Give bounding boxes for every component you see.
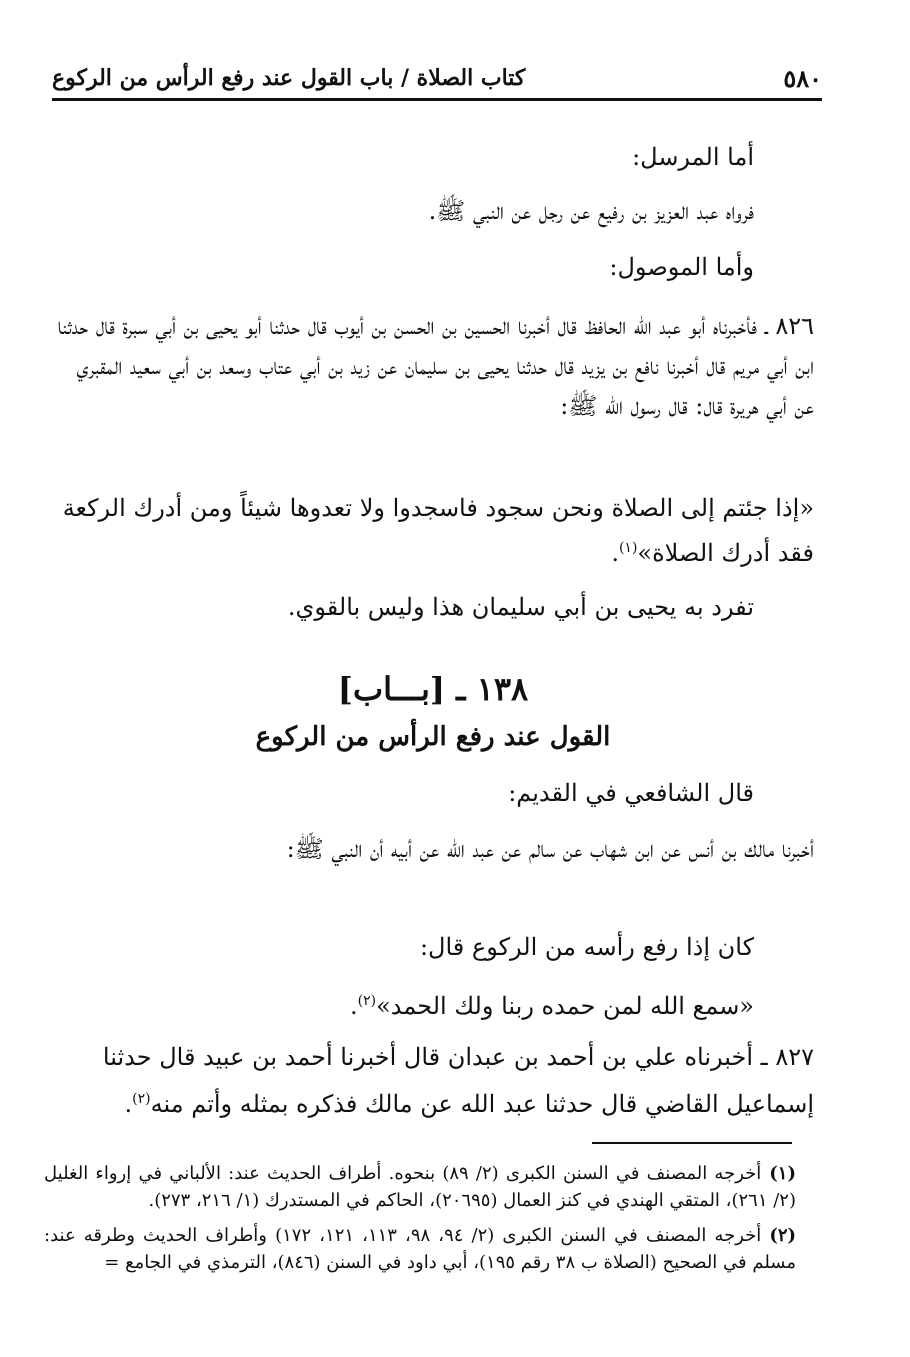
- text-block: ٨٢٦ ـ فأخبرناه أبو عبد الله الحافظ قال أخبرنا الحسين بن الحسن بن أيوب قال حدثنا أبو يحيى بن أبي سبرة قال حدثنا ابن أبي مريم قال أخبرنا نافع بن يزيد قال حدثنا يحيى بن سليمان عن زيد بن أبي عتاب وسعد بن أبي سعيد المقبري عن أبي هريرة قال: قال رسول الله ﷺ:: [57, 312, 814, 420]
- paragraph-mursal: [52, 192, 814, 230]
- chapter-title: القول عند رفع الرأس من الركوع: [255, 722, 611, 752]
- footnote-text: أخرجه المصنف في السنن الكبرى (٢/ ٩٤، ٩٨، ١١٣، ١٢١، ١٧٢) وأطراف الحديث وطرقه عند: مسلم في الصحيح (الصلاة ب ٣٨ رقم ١٩٥)، أبي داود في السنن (٨٤٦)، الترمذي في الجامع =: [44, 1225, 796, 1273]
- quote-text: «إذا جئتم إلى الصلاة ونحن سجود فاسجدوا ولا تعدوها شيئاً ومن أدرك الركعة فقد أدرك الصلاة»: [62, 494, 814, 567]
- page-header: [52, 58, 822, 101]
- footnote-ref[interactable]: (٢): [132, 1091, 151, 1107]
- text-line: تفرد به يحيى بن أبي سليمان هذا وليس بالقوي.: [287, 593, 754, 621]
- footnote-text: أخرجه المصنف في السنن الكبرى (٢/ ٨٩) بنحوه. أطراف الحديث عند: الألباني في إرواء الغليل (٢/ ٢٦١)، المتقي الهندي في كنز العمال (٢٠٦٩٥)، الحاكم في المستدرك (١/ ٢١٦، ٢٧٣).: [44, 1163, 796, 1211]
- footnote-ref[interactable]: (١): [618, 540, 638, 556]
- paragraph-mursal-heading: [52, 138, 814, 176]
- page-number: ٥٨٠: [783, 63, 822, 93]
- punct: .: [611, 539, 619, 567]
- hadith-826-comment: [52, 588, 814, 626]
- paragraph-kana: [52, 928, 814, 966]
- text-line: أما المرسل:: [632, 143, 754, 171]
- text-block: ٨٢٧ ـ أخبرناه علي بن أحمد بن عبدان قال أخبرنا أحمد بن عبيد قال حدثنا إسماعيل القاضي قال حدثنا عبد الله عن مالك فذكره بمثله وأتم منه: [102, 1043, 814, 1118]
- punct: .: [124, 1090, 133, 1118]
- chapter-number: ١٣٨ ـ [بـــاب]: [337, 670, 529, 708]
- hadith-827: [52, 1036, 814, 1125]
- hadith-826-chain: [52, 306, 814, 426]
- paragraph-samia: [52, 982, 814, 1025]
- text-line: قال الشافعي في القديم:: [508, 779, 754, 807]
- footnote-mark: (١): [769, 1163, 796, 1184]
- footnote-separator: [592, 1142, 792, 1144]
- running-title: كتاب الصلاة / باب القول عند رفع الرأس من الركوع: [52, 65, 526, 91]
- quote-text: «سمع الله لمن حمده ربنا ولك الحمد»: [376, 992, 754, 1020]
- footnote-ref[interactable]: (٢): [357, 993, 377, 1009]
- paragraph-shafii: [52, 774, 814, 812]
- hadith-826-matn: [52, 488, 814, 573]
- text-block: أخبرنا مالك بن أنس عن ابن شهاب عن سالم عن عبد الله عن أبيه أن النبي ﷺ:: [286, 835, 814, 863]
- punct: .: [349, 992, 358, 1020]
- text-line: كان إذا رفع رأسه من الركوع قال:: [419, 933, 754, 961]
- text-line: فرواه عبد العزيز بن رفيع عن رجل عن النبي ﷺ.: [428, 197, 754, 225]
- paragraph-malik-chain: [52, 828, 814, 870]
- footnote-mark: (٢): [769, 1225, 797, 1246]
- footnote-2: [44, 1222, 796, 1276]
- paragraph-mawsul-heading: [52, 248, 814, 286]
- text-line: وأما الموصول:: [609, 253, 754, 281]
- footnote-1: [44, 1160, 796, 1214]
